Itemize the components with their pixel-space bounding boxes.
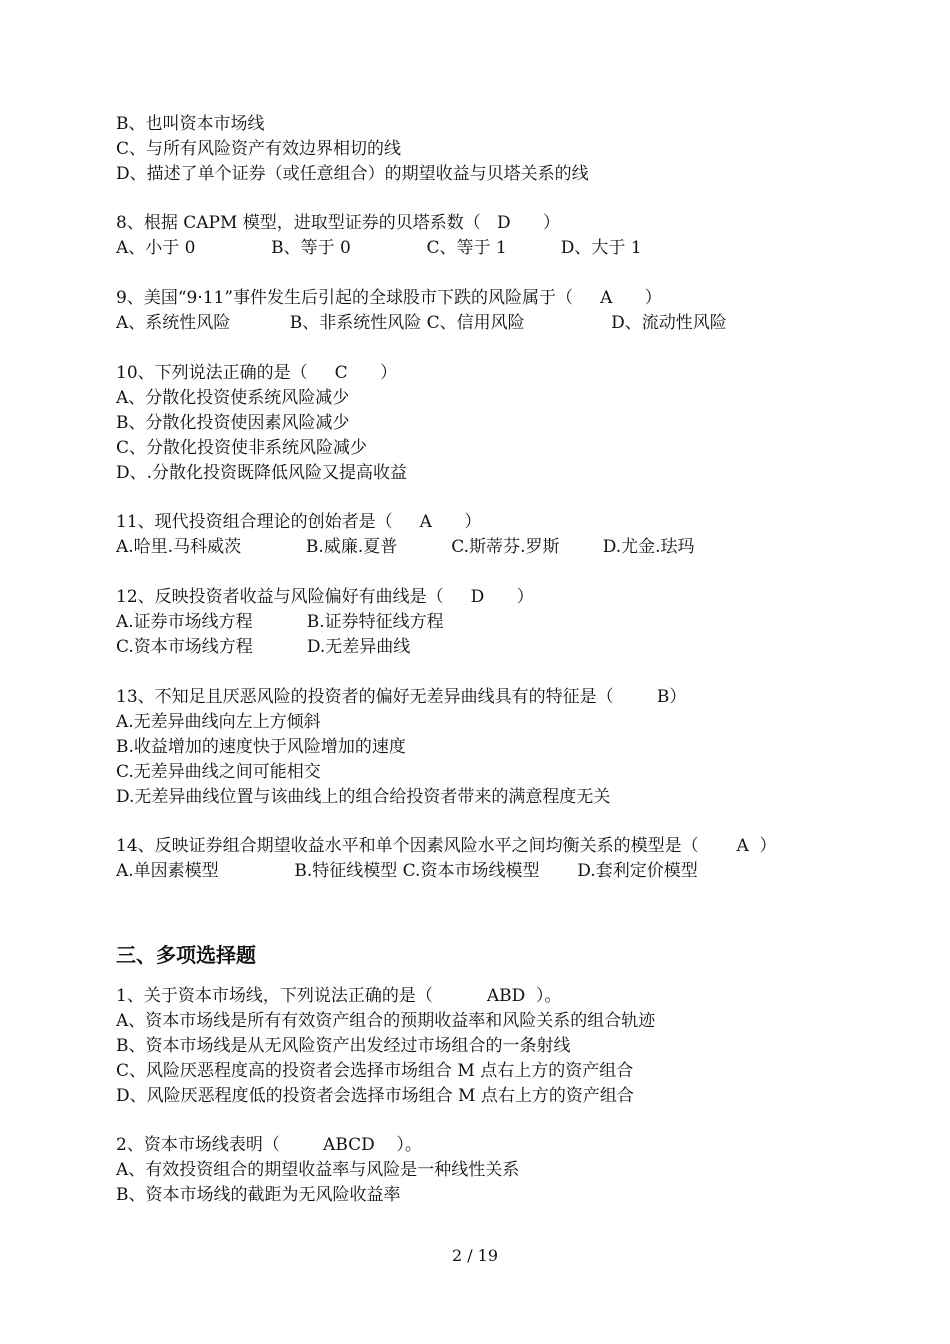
option-line: A、系统性风险 B、非系统性风险 C、信用风险 D、流动性风险 bbox=[116, 313, 727, 333]
option-line: C.无差异曲线之间可能相交 bbox=[116, 762, 321, 782]
question-line: 13、不知足且厌恶风险的投资者的偏好无差异曲线具有的特征是（ B） bbox=[116, 687, 687, 707]
option-line: D.无差异曲线位置与该曲线上的组合给投资者带来的满意程度无关 bbox=[116, 787, 611, 807]
question-line: 12、反映投资者收益与风险偏好有曲线是（ D ） bbox=[116, 587, 534, 607]
question-line: 11、现代投资组合理论的创始者是（ A ） bbox=[116, 512, 482, 532]
option-line: C、风险厌恶程度高的投资者会选择市场组合 M 点右上方的资产组合 bbox=[116, 1061, 634, 1081]
question-line: 1、关于资本市场线，下列说法正确的是（ ABD ）。 bbox=[116, 986, 562, 1006]
option-line: C.资本市场线方程 D.无差异曲线 bbox=[116, 637, 411, 657]
option-line: D、.分散化投资既降低风险又提高收益 bbox=[116, 463, 408, 483]
option-line: C、与所有风险资产有效边界相切的线 bbox=[116, 139, 402, 159]
option-line: A、有效投资组合的期望收益率与风险是一种线性关系 bbox=[116, 1160, 520, 1180]
option-line: A.哈里.马科威茨 B.威廉.夏普 C.斯蒂芬.罗斯 D.尤金.珐玛 bbox=[116, 537, 695, 557]
option-line: A.无差异曲线向左上方倾斜 bbox=[116, 712, 321, 732]
question-line: 9、美国“9·11”事件发生后引起的全球股市下跌的风险属于（ A ） bbox=[116, 288, 662, 308]
option-line: B、资本市场线是从无风险资产出发经过市场组合的一条射线 bbox=[116, 1036, 571, 1056]
option-line: B、资本市场线的截距为无风险收益率 bbox=[116, 1185, 401, 1205]
option-line: C、分散化投资使非系统风险减少 bbox=[116, 438, 368, 458]
option-line: D、风险厌恶程度低的投资者会选择市场组合 M 点右上方的资产组合 bbox=[116, 1086, 634, 1106]
page-number: 2 / 19 bbox=[451, 1246, 499, 1265]
option-line: A.证券市场线方程 B.证券特征线方程 bbox=[116, 612, 444, 632]
option-line: A、资本市场线是所有有效资产组合的预期收益率和风险关系的组合轨迹 bbox=[116, 1011, 656, 1031]
option-line: A、分散化投资使系统风险减少 bbox=[116, 388, 350, 408]
option-line: A.单因素模型 B.特征线模型 C.资本市场线模型 D.套利定价模型 bbox=[116, 861, 698, 881]
question-line: 14、反映证券组合期望收益水平和单个因素风险水平之间均衡关系的模型是（ A ） bbox=[116, 836, 777, 856]
option-line: B、分散化投资使因素风险减少 bbox=[116, 413, 350, 433]
option-line: B.收益增加的速度快于风险增加的速度 bbox=[116, 737, 406, 757]
option-line: D、描述了单个证券（或任意组合）的期望收益与贝塔关系的线 bbox=[116, 164, 589, 184]
question-line: 10、下列说法正确的是（ C ） bbox=[116, 363, 398, 383]
question-line: 8、根据 CAPM 模型，进取型证券的贝塔系数（ D ） bbox=[116, 213, 561, 233]
section-heading: 三、多项选择题 bbox=[116, 943, 256, 967]
option-line: B、也叫资本市场线 bbox=[116, 114, 265, 134]
question-line: 2、资本市场线表明（ ABCD ）。 bbox=[116, 1135, 422, 1155]
option-line: A、小于 0 B、等于 0 C、等于 1 D、大于 1 bbox=[116, 238, 642, 258]
